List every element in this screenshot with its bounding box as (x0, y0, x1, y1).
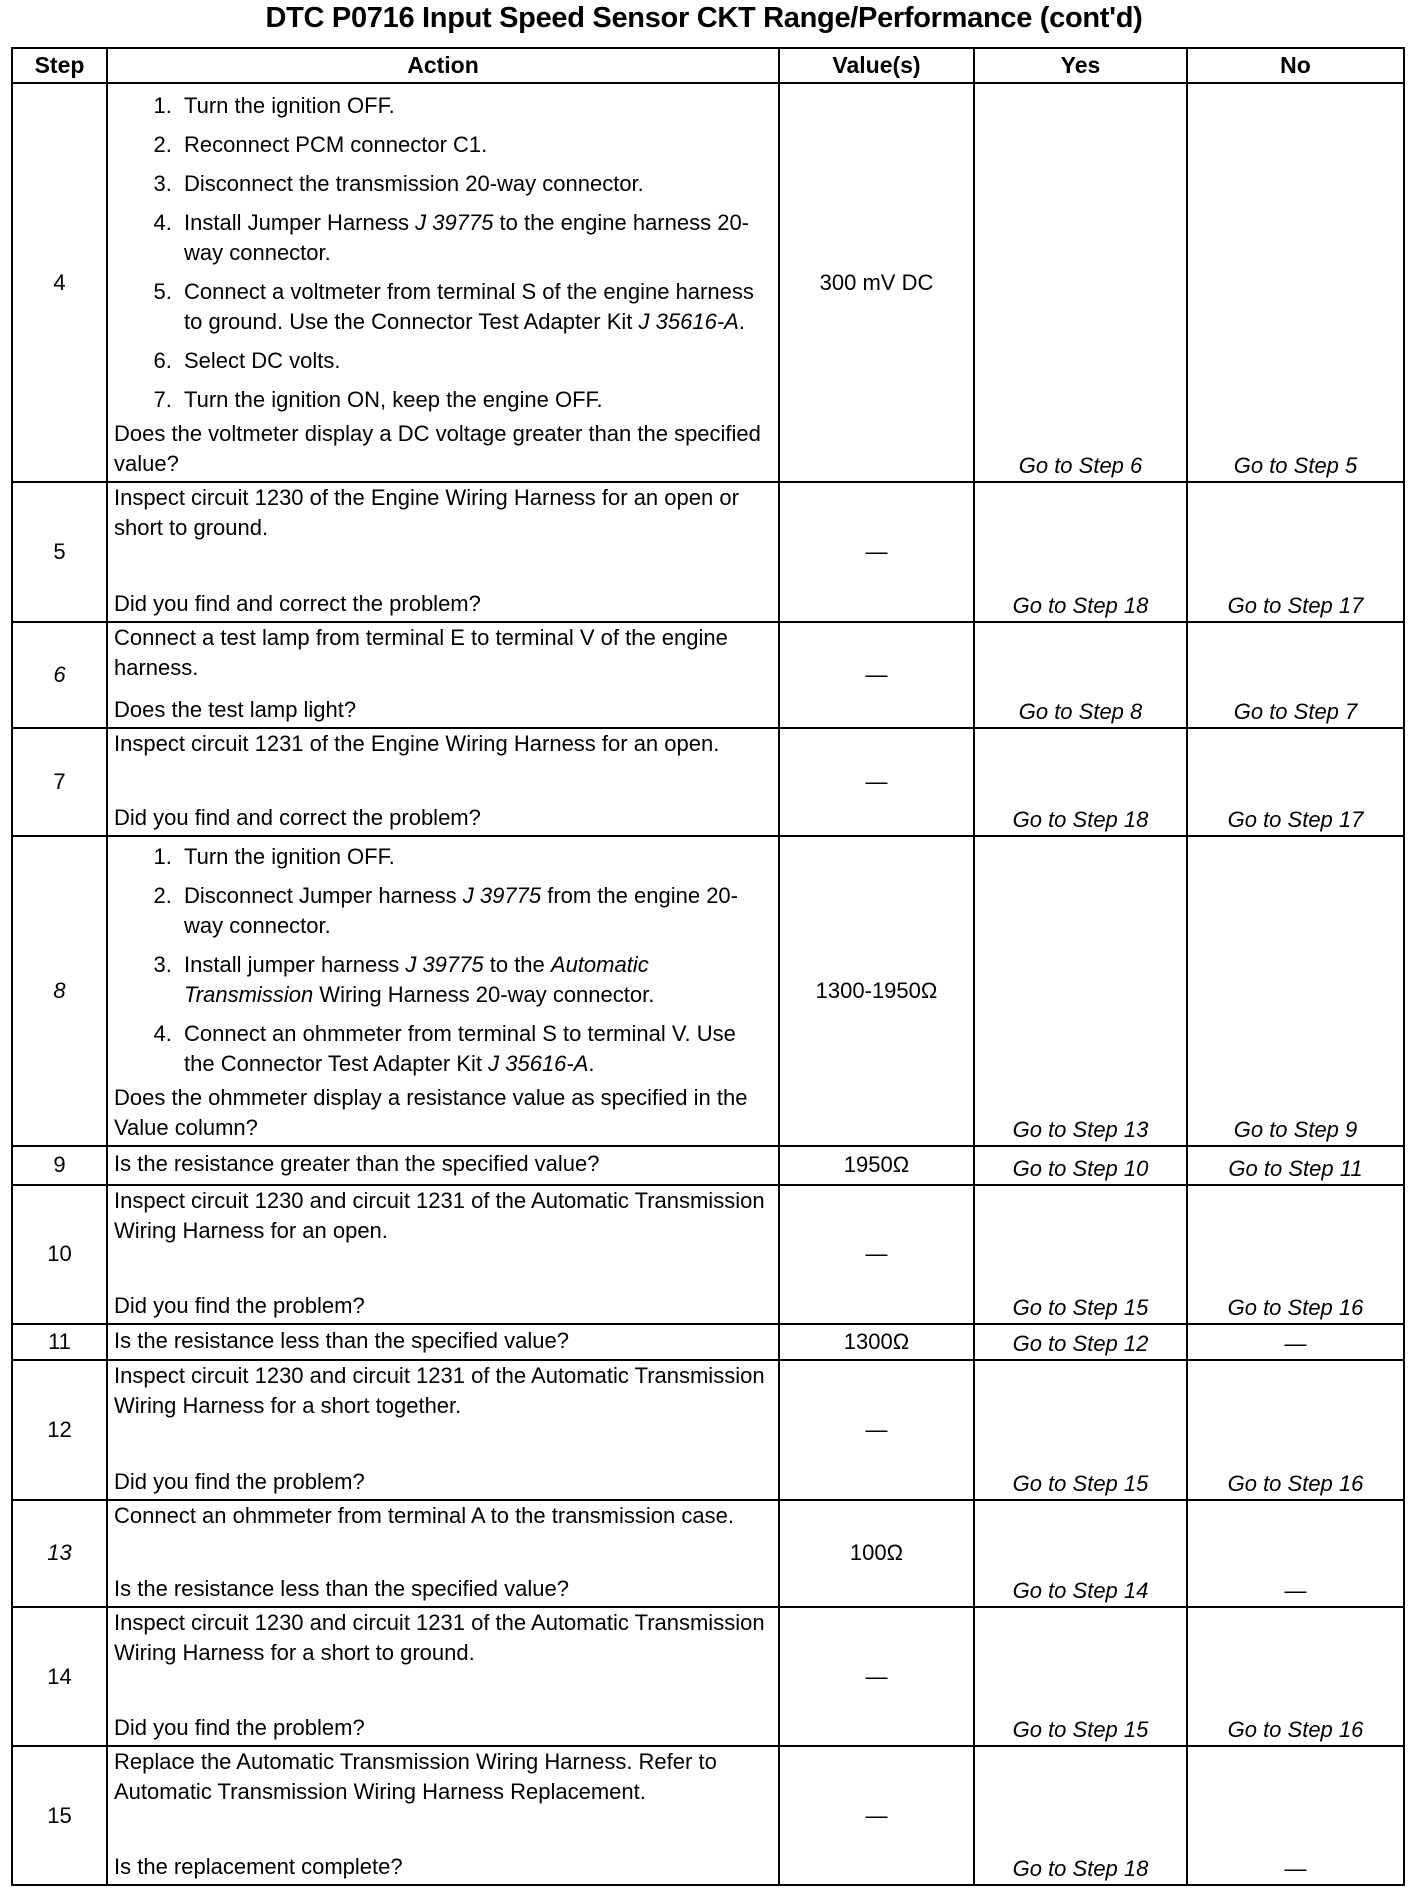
action-cell (107, 1500, 779, 1607)
action-text: Connect an ohmmeter from terminal A to the transmission case. (114, 1502, 734, 1528)
value-cell: — (779, 622, 974, 728)
yes-cell: Go to Step 15 (974, 1607, 1187, 1746)
yes-cell: Go to Step 6 (974, 83, 1187, 482)
procedure-step: 4. Install Jumper Harness J 39775 to the engine harness 20-way connector. (178, 208, 772, 268)
action-cell (107, 622, 779, 728)
procedure-step: 5. Connect a voltmeter from terminal S of the engine harness to ground. Use the Connector Test Adapter Kit J 35616-A. (178, 277, 772, 337)
yes-cell: Go to Step 18 (974, 1746, 1187, 1885)
value-cell: — (779, 1607, 974, 1746)
yes-cell: Go to Step 18 (974, 728, 1187, 836)
no-cell: Go to Step 5 (1187, 83, 1404, 482)
action-question: Did you find the problem? (114, 1715, 365, 1741)
no-cell: Go to Step 17 (1187, 728, 1404, 836)
step-number: 10 (12, 1185, 107, 1324)
value-cell: 1300-1950Ω (779, 836, 974, 1146)
step-number: 5 (12, 482, 107, 621)
table-row (12, 1185, 1404, 1324)
table-row (12, 1500, 1404, 1607)
action-question: Is the replacement complete? (114, 1854, 403, 1879)
header-yes: Yes (974, 48, 1187, 83)
no-cell: Go to Step 17 (1187, 482, 1404, 621)
yes-cell: Go to Step 10 (974, 1146, 1187, 1184)
value-cell: 1950Ω (779, 1146, 974, 1184)
yes-cell: Go to Step 18 (974, 482, 1187, 621)
no-cell: Go to Step 16 (1187, 1607, 1404, 1746)
action-cell (107, 1746, 779, 1885)
action-question: Is the resistance less than the specified value? (114, 1328, 569, 1354)
action-text: Inspect circuit 1230 and circuit 1231 of the Automatic Transmission Wiring Harness for a short together. (114, 1363, 765, 1419)
header-step: Step (12, 48, 107, 83)
action-text: Inspect circuit 1230 and circuit 1231 of the Automatic Transmission Wiring Harness for a short to ground. (114, 1610, 765, 1665)
action-question: Is the resistance greater than the specified value? (114, 1151, 600, 1177)
procedure-step: 1. Turn the ignition OFF. (178, 842, 772, 872)
value-cell: 1300Ω (779, 1324, 974, 1360)
action-text: Connect a test lamp from terminal E to terminal V of the engine harness. (114, 624, 728, 680)
action-cell (107, 1360, 779, 1499)
action-question: Does the voltmeter display a DC voltage greater than the specified value? (114, 421, 761, 477)
table-row (12, 83, 1404, 482)
value-cell: 100Ω (779, 1500, 974, 1607)
step-number: 6 (12, 622, 107, 728)
action-question: Did you find and correct the problem? (114, 804, 481, 830)
yes-cell: Go to Step 12 (974, 1324, 1187, 1360)
step-number: 7 (12, 728, 107, 836)
value-cell: 300 mV DC (779, 83, 974, 482)
procedure-step: 4. Connect an ohmmeter from terminal S to terminal V. Use the Connector Test Adapter Kit J 35616-A. (178, 1019, 772, 1079)
action-cell (107, 1185, 779, 1324)
table-row (12, 1360, 1404, 1499)
procedure-list (114, 86, 772, 415)
page-title: DTC P0716 Input Speed Sensor CKT Range/Performance (cont'd) (265, 2, 1143, 34)
step-number: 15 (12, 1746, 107, 1885)
table-row (12, 728, 1404, 836)
action-question: Did you find and correct the problem? (114, 590, 481, 616)
procedure-step: 1. Turn the ignition OFF. (178, 91, 772, 121)
no-cell: Go to Step 7 (1187, 622, 1404, 728)
yes-cell: Go to Step 8 (974, 622, 1187, 728)
step-number: 8 (12, 836, 107, 1146)
header-values: Value(s) (779, 48, 974, 83)
value-cell: — (779, 1746, 974, 1885)
yes-cell: Go to Step 14 (974, 1500, 1187, 1607)
header-no: No (1187, 48, 1404, 83)
table-row (12, 1324, 1404, 1360)
no-cell: Go to Step 16 (1187, 1185, 1404, 1324)
no-cell: — (1187, 1500, 1404, 1607)
step-number: 11 (12, 1324, 107, 1360)
procedure-list (114, 837, 772, 1079)
action-text: Inspect circuit 1230 of the Engine Wiring Harness for an open or short to ground. (114, 485, 739, 541)
no-cell: — (1187, 1324, 1404, 1360)
action-text: Inspect circuit 1231 of the Engine Wiring Harness for an open. (114, 730, 720, 756)
action-text: Inspect circuit 1230 and circuit 1231 of the Automatic Transmission Wiring Harness for an open. (114, 1187, 765, 1243)
action-question: Does the test lamp light? (114, 696, 357, 722)
table-row (12, 622, 1404, 728)
step-number: 14 (12, 1607, 107, 1746)
action-cell (107, 83, 779, 482)
procedure-step: 3. Install jumper harness J 39775 to the Automatic Transmission Wiring Harness 20-way connector. (178, 950, 772, 1010)
table-row (12, 1746, 1404, 1885)
yes-cell: Go to Step 15 (974, 1360, 1187, 1499)
no-cell: Go to Step 11 (1187, 1146, 1404, 1184)
table-row (12, 1607, 1404, 1746)
action-cell (107, 1324, 779, 1360)
action-question: Did you find the problem? (114, 1468, 365, 1494)
action-text: Replace the Automatic Transmission Wiring Harness. Refer to Automatic Transmission Wiring Harness Replacement. (114, 1749, 717, 1805)
step-number: 9 (12, 1146, 107, 1184)
yes-cell: Go to Step 15 (974, 1185, 1187, 1324)
action-question: Does the ohmmeter display a resistance value as specified in the Value column? (114, 1085, 748, 1141)
table-row (12, 1146, 1404, 1184)
action-cell (107, 1146, 779, 1184)
action-cell (107, 1607, 779, 1746)
action-question: Is the resistance less than the specified value? (114, 1576, 569, 1601)
step-number: 4 (12, 83, 107, 482)
procedure-step: 7. Turn the ignition ON, keep the engine OFF. (178, 385, 772, 415)
step-number: 13 (12, 1500, 107, 1607)
procedure-step: 6. Select DC volts. (178, 346, 772, 376)
no-cell: Go to Step 16 (1187, 1360, 1404, 1499)
action-cell (107, 728, 779, 836)
step-number: 12 (12, 1360, 107, 1499)
value-cell: — (779, 482, 974, 621)
procedure-step: 3. Disconnect the transmission 20-way connector. (178, 169, 772, 199)
table-row (12, 482, 1404, 621)
action-cell (107, 482, 779, 621)
yes-cell: Go to Step 13 (974, 836, 1187, 1146)
no-cell: Go to Step 9 (1187, 836, 1404, 1146)
value-cell: — (779, 1360, 974, 1499)
header-action: Action (107, 48, 779, 83)
procedure-step: 2. Reconnect PCM connector C1. (178, 130, 772, 160)
no-cell: — (1187, 1746, 1404, 1885)
action-cell (107, 836, 779, 1146)
table-header-row (12, 48, 1404, 83)
action-question: Did you find the problem? (114, 1293, 365, 1319)
table-row (12, 836, 1404, 1146)
diagnostic-table (11, 47, 1405, 1886)
value-cell: — (779, 728, 974, 836)
procedure-step: 2. Disconnect Jumper harness J 39775 from the engine 20-way connector. (178, 881, 772, 941)
value-cell: — (779, 1185, 974, 1324)
